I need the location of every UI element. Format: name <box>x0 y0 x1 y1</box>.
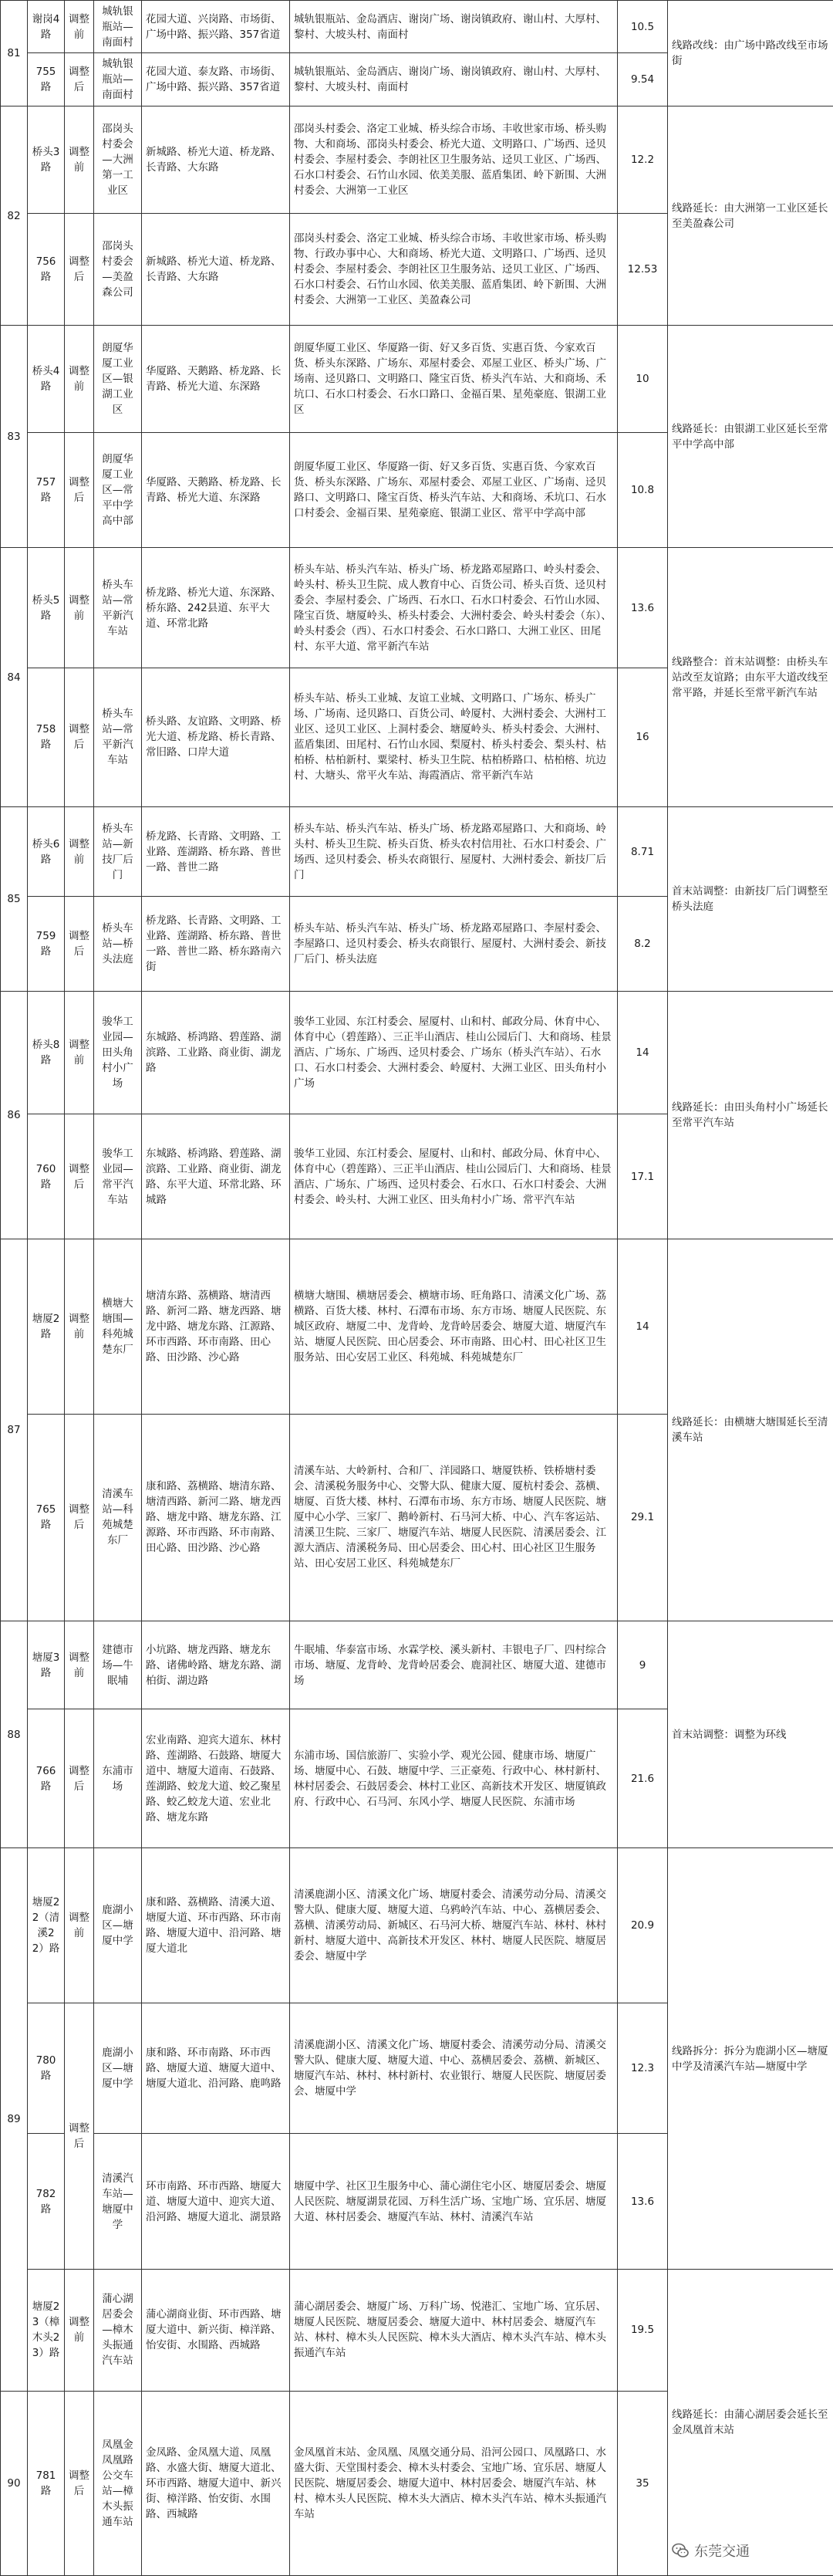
stops: 塘厦中学、社区卫生服务中心、蒲心湖住宅小区、塘厦居委会、塘厦人民医院、塘厦湖景花园、万科生活广场、宝地广场、宜乐居、塘厦大道、林村居委会、塘厦汽车站、林村、清溪汽车站 <box>290 2134 618 2270</box>
table-row <box>1 1621 833 1709</box>
stage-before: 调整前 <box>65 1848 94 2003</box>
stops: 桥头车站、桥头工业城、友谊工业城、文明路口、广场东、桥头广场、广场南、迳贝路口、百货公司、岭厦村、大洲村委会、大洲村工业区、迳贝工业区、上洞村委会、塘厦岭头、桥头村委会、大洲村、蓝盾集团、田尾村、石竹山水园、梨厦村、桥头村委会、梨头村、枯柏桥、枯柏新村、粟梁村、桥头卫生院、枯柏桥路口、枯柏榕、坑边村、大塘头、常平火车站、海霞酒店、常平新汽车站 <box>290 668 618 806</box>
terminals: 东浦市场 <box>94 1709 142 1848</box>
route-name-after: 766路 <box>28 1709 65 1848</box>
length: 10.8 <box>618 433 668 548</box>
stage-before: 调整前 <box>65 806 94 897</box>
stops: 邵岗头村委会、洛定工业城、桥头综合市场、丰收世家市场、桥头购物、大和商场、邵岗头村委会、桥光大道、文明路口、广场西、迳贝村委会、李屋村委会、李朗社区卫生服务站、迳贝工业区、广场西、石水口村委会、石竹山水园、依美美服、蓝盾集团、岭下新围、大洲村委会、大洲第一工业区 <box>290 106 618 213</box>
route-name-before: 塘厦23（樟木头23）路 <box>28 2270 65 2391</box>
length: 19.5 <box>618 2270 668 2391</box>
length: 12.53 <box>618 214 668 326</box>
route-name-before: 塘厦22（清溪22）路 <box>28 1848 65 2003</box>
roads: 金凤路、金凤凰大道、凤凰路、水盛大街、塘厦大道北、环市西路、塘厦大道中、新兴街、樟洋路、怡安街、水围路、西城路 <box>142 2391 290 2575</box>
terminals: 横塘大塘围—科苑城楚东厂 <box>94 1239 142 1415</box>
stage-after: 调整后 <box>65 433 94 548</box>
stops: 骏华工业园、东江村委会、屋厦村、山和村、邮政分局、休育中心、体育中心（碧莲路）、三正半山酒店、桂山公园后门、大和商场、桂景酒店、广场东、广场西、迳贝村委会、石水口、石水口村委会、大洲村委会、岭头村、大洲工业区、田头角村小广场、常平汽车站 <box>290 1114 618 1239</box>
stage-before: 调整前 <box>65 548 94 668</box>
adjustment-note: 线路延长：由大洲第一工业区延长至美盈森公司 <box>668 106 833 325</box>
length: 17.1 <box>618 1114 668 1239</box>
table-row <box>1 326 833 433</box>
length: 14 <box>618 1239 668 1415</box>
table-row <box>1 806 833 897</box>
terminals: 城轨银瓶站—南面村 <box>94 1 142 53</box>
stage-after: 调整后 <box>65 897 94 992</box>
table-row <box>1 991 833 1114</box>
watermark-text: 东莞交通 <box>694 2544 750 2560</box>
table-row <box>1 2270 833 2391</box>
stops: 桥头车站、桥头汽车站、桥头广场、桥龙路邓屋路口、大和商场、岭头村、桥头卫生院、桥头百货、桥头农村信用社、石水口村委会、广场西、迳贝村委会、桥头农商银行、屋厦村、大洲村委会、新技厂后门 <box>290 806 618 897</box>
stage-before: 调整前 <box>65 1621 94 1709</box>
terminals: 桥头车站—常平新汽车站 <box>94 548 142 668</box>
stage-before: 调整前 <box>65 2270 94 2391</box>
table-row <box>1 1 833 53</box>
roads: 东城路、桥鸿路、碧莲路、湖滨路、工业路、商业街、湖龙路、东平大道、环常北路、环城路 <box>142 1114 290 1239</box>
terminals: 骏华工业园—田头角村小广场 <box>94 991 142 1114</box>
table-row <box>1 1239 833 1415</box>
roads: 蒲心湖商业街、环市西路、塘厦大道中、新兴街、樟洋路、怡安街、水围路、西城路 <box>142 2270 290 2391</box>
roads: 宏业南路、迎宾大道东、林村路、莲湖路、石鼓路、塘厦大道中、塘厦大道南、石鼓路、莲湖路、蛟龙大道、蛟乙聚星路、蛟乙蛟龙大道、宏业北路、塘龙东路 <box>142 1709 290 1848</box>
terminals: 蒲心湖居委会—樟木头振通汽车站 <box>94 2270 142 2391</box>
stage-before: 调整前 <box>65 326 94 433</box>
route-name-after: 781路 <box>28 2391 65 2575</box>
adjustment-note: 线路延长：由银湖工业区延长至常平中学高中部 <box>668 326 833 548</box>
stops: 蒲心湖居委会、塘厦广场、万科广场、悦港汇、宝地广场、宜乐居、塘厦人民医院、塘厦居委会、塘厦大道中、林村居委会、塘厦汽车站、林村、樟木头人民医院、樟木头大酒店、樟木头汽车站、樟木头振通汽车站 <box>290 2270 618 2391</box>
table-row <box>1 106 833 213</box>
route-name-before: 桥头5路 <box>28 548 65 668</box>
roads: 康和路、荔横路、清溪大道、塘厦大道、环市西路、环市南路、塘厦大道中、沿河路、塘厦大道北 <box>142 1848 290 2003</box>
terminals: 鹿湖小区—塘厦中学 <box>94 1848 142 2003</box>
route-name-after: 760路 <box>28 1114 65 1239</box>
stops: 横塘大塘围、横塘居委会、横塘市场、旺角路口、清溪文化广场、荔横路、百货大楼、林村、石潭布市场、东方市场、塘厦人民医院、东城区政府、塘厦二中、龙背岭、龙背岭居委会、塘厦大道、塘厦汽车站、塘厦人民医院、田心居委会、环市南路、田心村、田心社区卫生服务站、田心安居工业区、科苑城、科苑城楚东厂 <box>290 1239 618 1415</box>
stage-after: 调整后 <box>65 1709 94 1848</box>
adjustment-note: 线路延长：由蒲心湖居委会延长至金凤凰首末站 <box>668 2270 833 2576</box>
adjustment-note: 首末站调整：由新技厂后门调整至桥头法庭 <box>668 806 833 991</box>
stage-before: 调整前 <box>65 1 94 53</box>
roads: 桥龙路、桥光大道、东深路、桥东路、242县道、东平大道、环常北路 <box>142 548 290 668</box>
roads: 桥龙路、长青路、文明路、工业路、莲湖路、桥东路、普世一路、普世二路、桥东路南六街 <box>142 897 290 992</box>
stops: 朗厦华厦工业区、华厦路一街、好又多百货、实惠百货、今家欢百货、桥头东深路、广场东、邓屋村委会、邓屋工业区、广场南、迳贝路口、文明路口、隆宝百货、桥头汽车站、大和商场、禾坑口、石水口村委会、金福百果、星苑豪庭、银湖工业区、常平中学高中部 <box>290 433 618 548</box>
stops: 清溪鹿湖小区、清溪文化广场、塘厦村委会、清溪劳动分局、清溪交警大队、健康大厦、塘厦大道、乌鸦岭汽车站、中心、荔横居委会、荔横、清溪劳动局、新城区、石马河大桥、塘厦汽车站、林村、林村新村、塘厦大道中、高新技术开发区、林村、塘厦人民医院、塘厦居委会、塘厦中学 <box>290 1848 618 2003</box>
table-row <box>1 1848 833 2003</box>
roads: 华厦路、天鹅路、桥龙路、长青路、桥光大道、东深路 <box>142 433 290 548</box>
group-number: 90 <box>1 2391 28 2575</box>
adjustment-note: 线路延长：由横塘大塘围延长至清溪车站 <box>668 1239 833 1621</box>
stops: 东浦市场、国信旅游厂、实验小学、观光公园、健康市场、塘厦广场、塘厦中心、石鼓、塘厦中学、三正豪苑、行政中心、林村新村、林村居委会、石鼓居委会、林村工业区、高新技术开发区、塘厦镇政府、行政中心、石马河、东风小学、塘厦人民医院、东浦市场 <box>290 1709 618 1848</box>
terminals: 邵岗头村委会—大洲第一工业区 <box>94 106 142 213</box>
group-number: 87 <box>1 1239 28 1621</box>
stage-after: 调整后 <box>65 1414 94 1621</box>
length: 16 <box>618 668 668 806</box>
stage-after: 调整后 <box>65 668 94 806</box>
group-number: 85 <box>1 806 28 991</box>
roads: 桥头路、友谊路、文明路、桥光大道、桥龙路、桥长青路、常旧路、口岸大道 <box>142 668 290 806</box>
route-name-after: 756路 <box>28 214 65 326</box>
terminals: 清溪车站—科苑城楚东厂 <box>94 1414 142 1621</box>
route-name-after: 782路 <box>28 2134 65 2270</box>
route-name-before: 桥头3路 <box>28 106 65 213</box>
length: 35 <box>618 2391 668 2575</box>
length: 13.6 <box>618 548 668 668</box>
stops: 朗厦华厦工业区、华厦路一街、好又多百货、实惠百货、今家欢百货、桥头东深路、广场东、邓屋村委会、邓屋工业区、桥头广场、广场南、迳贝路口、文明路口、隆宝百货、桥头汽车站、大和商场、禾坑口、石水口村委会、石水口路口、金福百果、星苑豪庭、银湖工业区 <box>290 326 618 433</box>
stops: 桥头车站、桥头汽车站、桥头广场、桥龙路邓屋路口、李屋村委会、李屋路口、迳贝村委会、桥头农商银行、屋厦村、大洲村委会、新技厂后门、桥头法庭 <box>290 897 618 992</box>
stage-after: 调整后 <box>65 2003 94 2270</box>
adjustment-note: 线路改线：由广场中路改线至市场街 <box>668 1 833 106</box>
terminals: 清溪汽车站—塘厦中学 <box>94 2134 142 2270</box>
roads: 康和路、荔横路、塘清东路、塘清西路、新河二路、塘龙西路、塘龙中路、塘龙东路、江源路、环市西路、环市南路、田心路、田沙路、沙心路 <box>142 1414 290 1621</box>
route-name-after: 759路 <box>28 897 65 992</box>
adjustment-note: 线路整合：首末站调整：由桥头车站改至友谊路；由东平大道改线至常平路，并延长至常平新汽车站 <box>668 548 833 806</box>
terminals: 凤凰金凤凰路公交车站—樟木头振通车站 <box>94 2391 142 2575</box>
route-name-before: 桥头4路 <box>28 326 65 433</box>
stops: 金凤凰首末站、金凤凰、凤凰交通分局、沿河公园口、凤凰路口、水盛大街、天堂围村委会、樟木头村委会、宝地广场、宜乐居、塘厦人民医院、塘厦居委会、塘厦大道中、林村居委会、塘厦汽车站、林村、樟木头人民医院、樟木头大酒店、樟木头汽车站、樟木头振通汽车站 <box>290 2391 618 2575</box>
group-number: 84 <box>1 548 28 806</box>
group-number: 86 <box>1 991 28 1239</box>
length: 10 <box>618 326 668 433</box>
route-name-before: 塘厦2路 <box>28 1239 65 1415</box>
roads: 桥龙路、长青路、文明路、工业路、莲湖路、桥东路、普世一路、普世二路 <box>142 806 290 897</box>
roads: 康和路、环市南路、环市西路、塘厦大道、塘厦大道中、塘厦大道北、沿河路、鹿鸣路 <box>142 2003 290 2134</box>
terminals: 桥头车站—新技厂后门 <box>94 806 142 897</box>
adjustment-note: 首末站调整：调整为环线 <box>668 1621 833 1847</box>
length: 29.1 <box>618 1414 668 1621</box>
route-name-before: 桥头6路 <box>28 806 65 897</box>
length: 20.9 <box>618 1848 668 2003</box>
route-name-after: 755路 <box>28 53 65 106</box>
length: 21.6 <box>618 1709 668 1848</box>
roads: 新城路、桥光大道、桥龙路、长青路、大东路 <box>142 106 290 213</box>
length: 9.54 <box>618 53 668 106</box>
stage-after: 调整后 <box>65 1114 94 1239</box>
route-name-after: 758路 <box>28 668 65 806</box>
route-name-before: 塘厦3路 <box>28 1621 65 1709</box>
terminals: 建德市场—牛眠埔 <box>94 1621 142 1709</box>
roads: 花园大道、泰友路、市场街、广场中路、振兴路、357省道 <box>142 53 290 106</box>
group-number: 81 <box>1 1 28 106</box>
stops: 骏华工业园、东江村委会、屋厦村、山和村、邮政分局、休育中心、体育中心（碧莲路）、三正半山酒店、桂山公园后门、大和商场、桂景酒店、广场东、广场西、迳贝村委会、广场东（桥头汽车站）、石水口、石水口村委会、大洲村委会、岭厦村、大洲工业区、田头角村小广场 <box>290 991 618 1114</box>
wechat-bubble-icon <box>671 2541 690 2560</box>
stops: 桥头车站、桥头汽车站、桥头广场、桥龙路邓屋路口、岭头村委会、岭头村、桥头卫生院、成人教育中心、百货公司、桥头百货、迳贝村委会、李屋村委会、广场西、石水口、石水口村委会、石竹山水园、隆宝百货、塘厦岭头、桥头村委会、大洲村委会、岭头村委会（东）、岭头村委会（西）、石水口村委会、石水口路口、大洲工业区、田尾村、东平大道、常平新汽车站 <box>290 548 618 668</box>
length: 8.71 <box>618 806 668 897</box>
group-number: 89 <box>1 1848 28 2391</box>
group-number: 88 <box>1 1621 28 1847</box>
roads: 东城路、桥鸿路、碧莲路、湖滨路、工业路、商业街、湖龙路 <box>142 991 290 1114</box>
length: 10.5 <box>618 1 668 53</box>
route-name-before: 桥头8路 <box>28 991 65 1114</box>
roads: 华厦路、天鹅路、桥龙路、长青路、桥光大道、东深路 <box>142 326 290 433</box>
stops: 清溪鹿湖小区、清溪文化广场、塘厦村委会、清溪劳动分局、清溪交警大队、健康大厦、塘厦大道、中心、荔横居委会、荔横、新城区、塘厦汽车站、林村、林村新村、农业银行、塘厦人民医院、塘厦居委会、塘厦中学 <box>290 2003 618 2134</box>
roads: 花园大道、兴岗路、市场街、广场中路、振兴路、357省道 <box>142 1 290 53</box>
terminals: 骏华工业园—常平汽车站 <box>94 1114 142 1239</box>
length: 8.2 <box>618 897 668 992</box>
stage-before: 调整前 <box>65 106 94 213</box>
route-name-after: 780路 <box>28 2003 65 2134</box>
roads: 塘清东路、荔横路、塘清西路、新河二路、塘龙西路、塘龙中路、塘龙东路、江源路、环市西路、环市南路、田心路、田沙路、沙心路 <box>142 1239 290 1415</box>
table-row <box>1 548 833 668</box>
watermark <box>671 2539 750 2562</box>
route-name-after: 757路 <box>28 433 65 548</box>
terminals: 鹿湖小区—塘厦中学 <box>94 2003 142 2134</box>
adjustment-note: 线路延长：由田头角村小广场延长至常平汽车站 <box>668 991 833 1239</box>
stage-after: 调整后 <box>65 53 94 106</box>
terminals: 桥头车站—常平新汽车站 <box>94 668 142 806</box>
terminals: 城轨银瓶站—南面村 <box>94 53 142 106</box>
roads: 新城路、桥光大道、桥龙路、长青路、大东路 <box>142 214 290 326</box>
length: 12.3 <box>618 2003 668 2134</box>
route-name-after: 765路 <box>28 1414 65 1621</box>
roads: 小坑路、塘龙西路、塘龙东路、诸佛岭路、塘龙东路、湖柏街、湖边路 <box>142 1621 290 1709</box>
stage-before: 调整前 <box>65 1239 94 1415</box>
terminals: 朗厦华厦工业区—常平中学高中部 <box>94 433 142 548</box>
stage-before: 调整前 <box>65 991 94 1114</box>
stops: 牛眠埔、华泰富市场、水霖学校、溪头新村、丰银电子厂、四村综合市场、塘厦、龙背岭、龙背岭居委会、鹿洞社区、塘厦大道、建德市场 <box>290 1621 618 1709</box>
stage-after: 调整后 <box>65 214 94 326</box>
stops: 城轨银瓶站、金岛酒店、谢岗广场、谢岗镇政府、谢山村、大厚村、黎村、大坡头村、南面村 <box>290 1 618 53</box>
length: 9 <box>618 1621 668 1709</box>
group-number: 83 <box>1 326 28 548</box>
stops: 清溪车站、大岭新村、合和厂、洋园路口、塘厦铁桥、铁桥塘村委会、清溪税务服务中心、交警大队、健康大厦、厦杭村委会、荔横、塘厦、百货大楼、林村、石潭布市场、东方市场、塘厦人民医院、塘厦中心小学、三家厂、鹅岭新村、石马河大桥、中心、汽车客运站、清溪卫生院、三家厂、塘厦汽车站、塘厦人民医院、清溪居委会、江源大酒店、清溪税务局、田心居委会、田心村、田心社区卫生服务站、田心安居工业区、科苑城楚东厂 <box>290 1414 618 1621</box>
terminals: 朗厦华厦工业区—银湖工业区 <box>94 326 142 433</box>
stops: 城轨银瓶站、金岛酒店、谢岗广场、谢岗镇政府、谢山村、大厚村、黎村、大坡头村、南面村 <box>290 53 618 106</box>
stage-after: 调整后 <box>65 2391 94 2575</box>
terminals: 桥头车站—桥头法庭 <box>94 897 142 992</box>
length: 13.6 <box>618 2134 668 2270</box>
roads: 环市南路、环市西路、塘厦大道、塘厦大道中、迎宾大道、沿河路、塘厦大道北、湖景路 <box>142 2134 290 2270</box>
length: 12.2 <box>618 106 668 213</box>
terminals: 邵岗头村委会—美盈森公司 <box>94 214 142 326</box>
length: 14 <box>618 991 668 1114</box>
stops: 邵岗头村委会、洛定工业城、桥头综合市场、丰收世家市场、桥头购物、行政办事中心、大和商场、桥光大道、文明路口、广场西、迳贝村委会、李屋村委会、李朗社区卫生服务站、迳贝工业区、广场西、石水口村委会、石竹山水园、依美美服、蓝盾集团、岭下新围、大洲村委会、大洲第一工业区、美盈森公司 <box>290 214 618 326</box>
adjustment-note: 线路拆分：拆分为鹿湖小区—塘厦中学及清溪汽车站—塘厦中学 <box>668 1848 833 2270</box>
group-number: 82 <box>1 106 28 325</box>
route-name-before: 谢岗4路 <box>28 1 65 53</box>
